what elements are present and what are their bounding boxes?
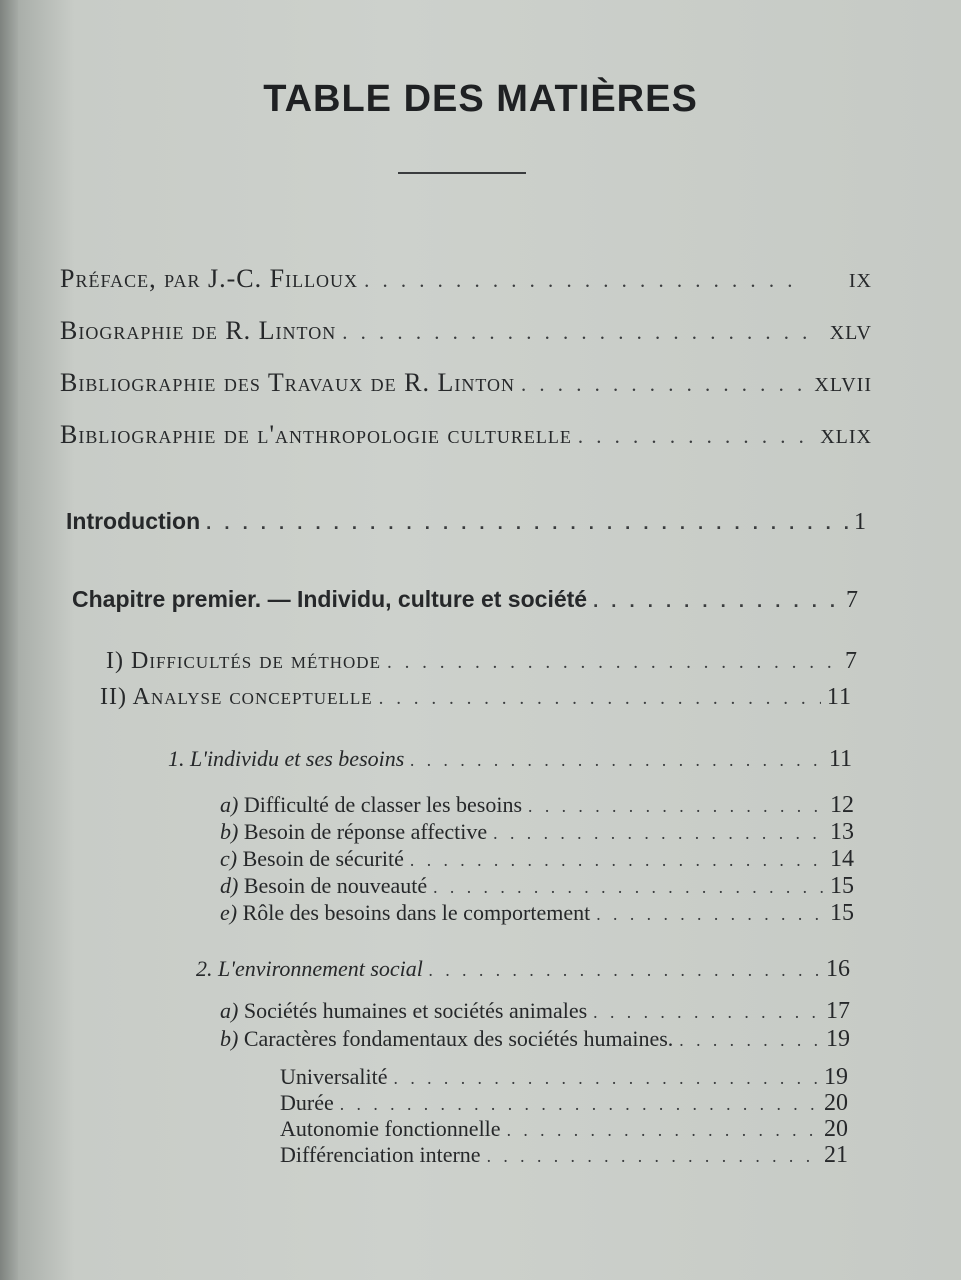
leader-dots: [379, 688, 821, 710]
item-letter: a): [220, 998, 239, 1023]
toc-page-number: IX: [848, 270, 872, 292]
toc-page-number: 7: [845, 648, 858, 674]
toc-page-number: 12: [830, 792, 854, 818]
leader-dots: [593, 1002, 820, 1023]
toc-entry-item[interactable]: [220, 900, 854, 927]
leader-dots: [487, 1146, 818, 1167]
toc-page-number: 15: [830, 873, 854, 899]
leader-dots: [679, 1030, 820, 1051]
toc-entry-label: 2. L'environnement social: [196, 956, 423, 981]
toc-page-number: 1: [854, 509, 866, 535]
toc-entry-bibliographie-travaux[interactable]: [60, 368, 872, 398]
toc-page-number: 16: [826, 956, 850, 982]
page-title: TABLE DES MATIÈRES: [263, 78, 698, 120]
toc-page-number: 15: [830, 900, 854, 926]
toc-entry-label: Autonomie fonctionnelle: [280, 1116, 501, 1141]
toc-page-number: 19: [826, 1026, 850, 1052]
toc-entry-label: Préface, par J.-C. Filloux: [60, 264, 359, 293]
toc-entry-item[interactable]: [280, 1090, 848, 1117]
toc-entry-label: Sociétés humaines et sociétés animales: [243, 998, 588, 1023]
leader-dots: [578, 425, 806, 449]
toc-entry-label: II) Analyse conceptuelle: [100, 684, 373, 710]
toc-entry-item[interactable]: [280, 1116, 848, 1143]
book-gutter: [0, 0, 18, 1280]
toc-entry-bibliographie-anthropologie[interactable]: [60, 420, 872, 450]
toc-entry-preface[interactable]: [60, 264, 872, 294]
toc-entry-label: 1. L'individu et ses besoins: [168, 746, 405, 771]
leader-dots: [364, 269, 806, 293]
item-letter: a): [220, 792, 239, 817]
toc-entry-chapter-1[interactable]: [72, 586, 858, 614]
toc-entry-item[interactable]: [280, 1064, 848, 1091]
item-letter: c): [220, 846, 238, 871]
toc-entry-label: Difficulté de classer les besoins: [243, 792, 523, 817]
leader-dots: [528, 796, 824, 817]
leader-dots: [340, 1094, 818, 1115]
toc-page-number: 11: [826, 684, 852, 710]
toc-entry-label: Rôle des besoins dans le comportement: [242, 900, 591, 925]
toc-entry-section-2[interactable]: [100, 684, 852, 711]
toc-entry-label: Besoin de nouveauté: [243, 873, 428, 898]
toc-entry-biographie[interactable]: [60, 316, 872, 346]
leader-dots: [596, 904, 824, 925]
toc-page-number: 13: [830, 819, 854, 845]
toc-page-number: 20: [824, 1090, 848, 1116]
toc-page-number: 19: [824, 1064, 848, 1090]
leader-dots: [521, 373, 806, 397]
leader-dots: [394, 1068, 818, 1089]
leader-dots: [493, 823, 824, 844]
toc-page-number: XLVII: [814, 374, 872, 396]
toc-entry-item[interactable]: [220, 792, 854, 819]
leader-dots: [387, 652, 839, 674]
toc-page-number: 20: [824, 1116, 848, 1142]
toc-entry-label: Besoin de réponse affective: [243, 819, 488, 844]
toc-page-number: XLIX: [820, 426, 872, 448]
toc-page-number: 11: [828, 746, 852, 772]
toc-entry-label: I) Difficultés de méthode: [106, 648, 381, 674]
toc-entry-label-wrap: [220, 873, 427, 899]
leader-dots: [410, 750, 823, 771]
toc-page-number: 14: [830, 846, 854, 872]
toc-page-number: 17: [826, 998, 850, 1024]
toc-entry-label: Bibliographie de l'anthropologie culturelle: [60, 420, 572, 449]
item-letter: d): [220, 873, 239, 898]
toc-entry-label: Besoin de sécurité: [242, 846, 404, 871]
toc-entry-label: Différenciation interne: [280, 1142, 481, 1167]
toc-entry-label-wrap: [220, 998, 587, 1024]
leader-dots: [433, 877, 824, 898]
toc-entry-item[interactable]: [280, 1142, 848, 1169]
toc-entry-item[interactable]: [220, 1026, 850, 1053]
leader-dots: [429, 960, 820, 981]
toc-entry-item[interactable]: [220, 998, 850, 1025]
item-letter: e): [220, 900, 238, 925]
toc-entry-label-wrap: [220, 792, 522, 818]
toc-entry-label: Universalité: [280, 1064, 388, 1089]
toc-entry-subsection-1[interactable]: [168, 746, 852, 773]
toc-page-number: 21: [824, 1142, 848, 1168]
toc-entry-label: Introduction: [66, 508, 201, 534]
toc-entry-label-wrap: [220, 1026, 673, 1052]
toc-entry-introduction[interactable]: [66, 508, 866, 536]
leader-dots: [206, 512, 848, 534]
toc-entry-subsection-2[interactable]: [196, 956, 850, 983]
item-letter: b): [220, 819, 239, 844]
toc-entry-label-wrap: [220, 900, 590, 926]
toc-entry-section-1[interactable]: [106, 648, 858, 675]
toc-entry-label: Durée: [280, 1090, 334, 1115]
toc-entry-item[interactable]: [220, 819, 854, 846]
leader-dots: [507, 1120, 818, 1141]
toc-entry-label-wrap: [220, 846, 404, 872]
toc-entry-label: Bibliographie des Travaux de R. Linton: [60, 368, 515, 397]
toc-entry-label: Biographie de R. Linton: [60, 316, 337, 345]
title-rule: [398, 172, 526, 174]
toc-page-number: XLV: [829, 322, 872, 344]
toc-entry-label-wrap: [220, 819, 487, 845]
toc-entry-item[interactable]: [220, 846, 854, 873]
leader-dots: [410, 850, 824, 871]
leader-dots: [342, 321, 806, 345]
toc-entry-label: Chapitre premier. — Individu, culture et société: [72, 586, 588, 612]
toc-page-number: 7: [846, 587, 858, 613]
leader-dots: [593, 590, 840, 612]
toc-entry-item[interactable]: [220, 873, 854, 900]
item-letter: b): [220, 1026, 239, 1051]
toc-entry-label: Caractères fondamentaux des sociétés humaines.: [243, 1026, 674, 1051]
